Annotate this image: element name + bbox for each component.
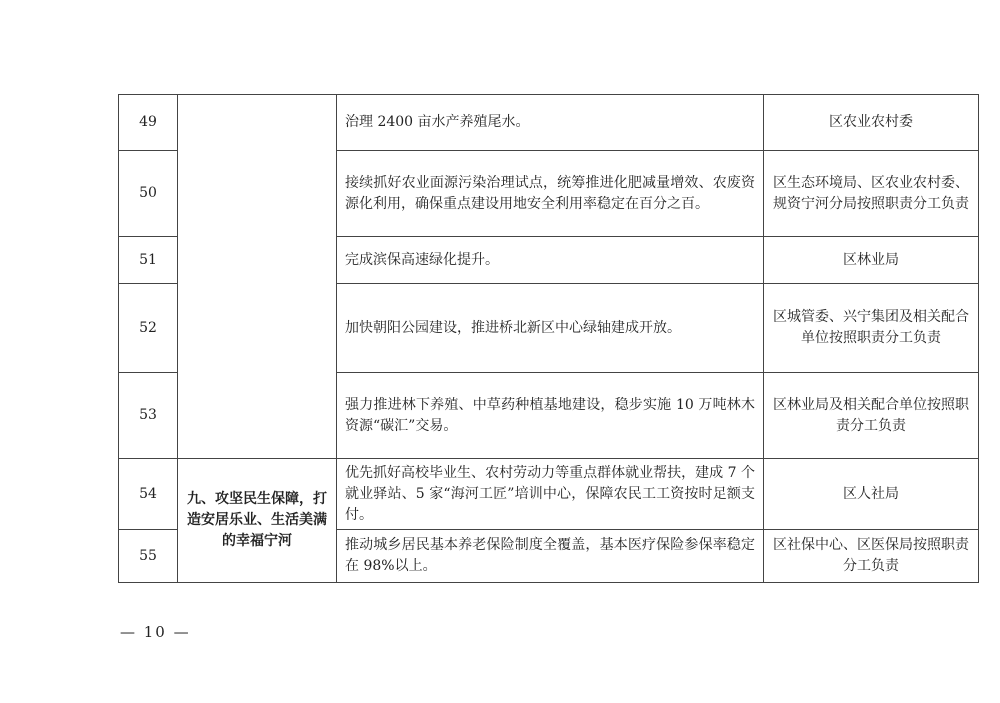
category-cell: 九、攻坚民生保障，打造安居乐业、生活美满的幸福宁河 bbox=[178, 459, 337, 583]
table-row bbox=[119, 459, 979, 530]
row-number: 53 bbox=[119, 373, 178, 459]
task-cell: 加快朝阳公园建设，推进桥北新区中心绿轴建成开放。 bbox=[337, 284, 764, 373]
task-cell: 优先抓好高校毕业生、农村劳动力等重点群体就业帮扶，建成 7 个就业驿站、5 家“海河工匠”培训中心，保障农民工工资按时足额支付。 bbox=[337, 459, 764, 530]
row-number: 50 bbox=[119, 151, 178, 237]
dept-cell: 区林业局 bbox=[764, 237, 979, 284]
row-number: 52 bbox=[119, 284, 178, 373]
task-cell: 强力推进林下养殖、中草药种植基地建设，稳步实施 10 万吨林木资源“碳汇”交易。 bbox=[337, 373, 764, 459]
dept-cell: 区农业农村委 bbox=[764, 95, 979, 151]
row-number: 51 bbox=[119, 237, 178, 284]
dept-cell: 区社保中心、区医保局按照职责分工负责 bbox=[764, 530, 979, 583]
row-number: 54 bbox=[119, 459, 178, 530]
dept-cell: 区人社局 bbox=[764, 459, 979, 530]
table-row bbox=[119, 95, 979, 151]
task-cell: 推动城乡居民基本养老保险制度全覆盖，基本医疗保险参保率稳定在 98%以上。 bbox=[337, 530, 764, 583]
row-number: 55 bbox=[119, 530, 178, 583]
category-cell-empty bbox=[178, 95, 337, 459]
task-cell: 完成滨保高速绿化提升。 bbox=[337, 237, 764, 284]
task-table bbox=[118, 94, 979, 583]
dept-cell: 区林业局及相关配合单位按照职责分工负责 bbox=[764, 373, 979, 459]
task-cell: 接续抓好农业面源污染治理试点，统筹推进化肥减量增效、农废资源化利用，确保重点建设用地安全利用率稳定在百分之百。 bbox=[337, 151, 764, 237]
task-cell: 治理 2400 亩水产养殖尾水。 bbox=[337, 95, 764, 151]
dept-cell: 区城管委、兴宁集团及相关配合单位按照职责分工负责 bbox=[764, 284, 979, 373]
row-number: 49 bbox=[119, 95, 178, 151]
page-number: — 10 — bbox=[120, 623, 191, 641]
dept-cell: 区生态环境局、区农业农村委、规资宁河分局按照职责分工负责 bbox=[764, 151, 979, 237]
